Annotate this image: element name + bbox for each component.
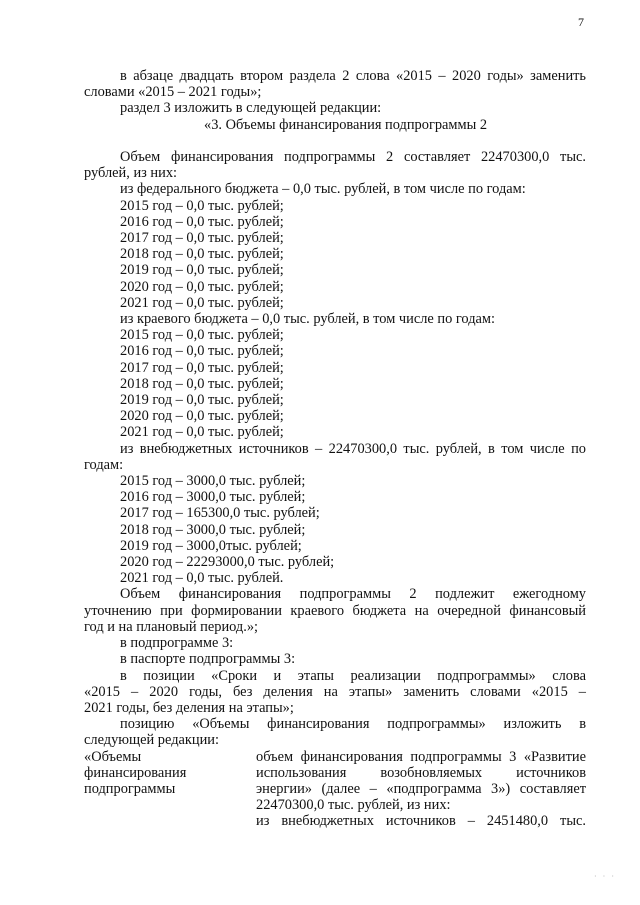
passport-table xyxy=(84,749,586,830)
year-line: 2018 год – 0,0 тыс. рублей; xyxy=(120,246,284,263)
section-title: «3. Объемы финансирования подпрограммы 2 xyxy=(204,116,488,133)
paragraph-line: в позиции «Сроки и этапы реализации подпрограммы» слова xyxy=(120,667,586,684)
spacer xyxy=(84,133,586,149)
paragraph-line: в подпрограмме 3: xyxy=(120,635,234,652)
year-line: 2017 год – 0,0 тыс. рублей; xyxy=(120,359,284,376)
passport-label-line: финансирования xyxy=(84,764,187,781)
year-line: 2017 год – 165300,0 тыс. рублей; xyxy=(120,505,320,522)
year-line: 2019 год – 3000,0тыс. рублей; xyxy=(120,537,302,554)
year-line: 2015 год – 0,0 тыс. рублей; xyxy=(120,197,284,214)
year-line: 2019 год – 0,0 тыс. рублей; xyxy=(120,262,284,279)
paragraph-line: уточнению при формировании краевого бюджета на очередной финансовый xyxy=(84,602,586,619)
year-line: 2018 год – 3000,0 тыс. рублей; xyxy=(120,521,306,538)
paragraph-line: год и на плановый период.»; xyxy=(84,618,259,635)
passport-value-line: из внебюджетных источников – 2451480,0 тыс. xyxy=(256,813,586,830)
year-line: 2015 год – 3000,0 тыс. рублей; xyxy=(120,473,306,490)
passport-label-line: подпрограммы xyxy=(84,780,176,797)
paragraph-line: Объем финансирования подпрограммы 2 подлежит ежегодному xyxy=(120,586,586,603)
paragraph-line: «2015 – 2020 годы, без деления на этапы» заменить словами «2015 – xyxy=(84,683,586,700)
scan-artifact: · · · xyxy=(594,872,616,881)
passport-label-cell xyxy=(84,749,256,830)
paragraph-line: из федерального бюджета – 0,0 тыс. рублей, в том числе по годам: xyxy=(120,181,526,198)
year-line: 2021 год – 0,0 тыс. рублей; xyxy=(120,294,284,311)
year-line: 2016 год – 0,0 тыс. рублей; xyxy=(120,213,284,230)
page-number: 7 xyxy=(578,15,584,29)
paragraph-line: из внебюджетных источников – 22470300,0 тыс. рублей, в том числе по xyxy=(120,440,586,457)
year-line: 2016 год – 0,0 тыс. рублей; xyxy=(120,343,284,360)
year-line: 2019 год – 0,0 тыс. рублей; xyxy=(120,392,284,409)
passport-value-line: энергии» (далее – «подпрограмма 3») составляет xyxy=(256,780,586,797)
paragraph-line: в паспорте подпрограммы 3: xyxy=(120,651,296,668)
passport-value-line: объем финансирования подпрограммы 3 «Развитие xyxy=(256,748,586,765)
paragraph-line: 2021 годы, без деления на этапы»; xyxy=(84,699,294,716)
year-line: 2017 год – 0,0 тыс. рублей; xyxy=(120,230,284,247)
paragraph-line: позицию «Объемы финансирования подпрограммы» изложить в xyxy=(120,716,586,733)
passport-value-cell xyxy=(256,749,586,830)
passport-value-line: использования возобновляемых источников xyxy=(256,764,586,781)
year-line: 2015 год – 0,0 тыс. рублей; xyxy=(120,327,284,344)
paragraph-line: годам: xyxy=(84,456,124,473)
year-line: 2020 год – 0,0 тыс. рублей; xyxy=(120,278,284,295)
year-line: 2020 год – 0,0 тыс. рублей; xyxy=(120,408,284,425)
paragraph-line: раздел 3 изложить в следующей редакции: xyxy=(120,100,382,117)
year-line: 2021 год – 0,0 тыс. рублей. xyxy=(120,570,284,587)
paragraph-line: следующей редакции: xyxy=(84,732,219,749)
year-line: 2016 год – 3000,0 тыс. рублей; xyxy=(120,489,306,506)
passport-label-line: «Объемы xyxy=(84,748,142,765)
paragraph-line: Объем финансирования подпрограммы 2 составляет 22470300,0 тыс. xyxy=(120,149,586,165)
year-line: 2018 год – 0,0 тыс. рублей; xyxy=(120,375,284,392)
year-line: 2021 год – 0,0 тыс. рублей; xyxy=(120,424,284,441)
document-body xyxy=(84,68,586,830)
passport-value-line: 22470300,0 тыс. рублей, из них: xyxy=(256,797,451,814)
paragraph-line: рублей, из них: xyxy=(84,165,178,182)
year-line: 2020 год – 22293000,0 тыс. рублей; xyxy=(120,554,335,571)
paragraph-line: словами «2015 – 2021 годы»; xyxy=(84,84,262,101)
paragraph-line: в абзаце двадцать втором раздела 2 слова «2015 – 2020 годы» заменить xyxy=(120,68,586,84)
paragraph-line: из краевого бюджета – 0,0 тыс. рублей, в том числе по годам: xyxy=(120,311,496,328)
